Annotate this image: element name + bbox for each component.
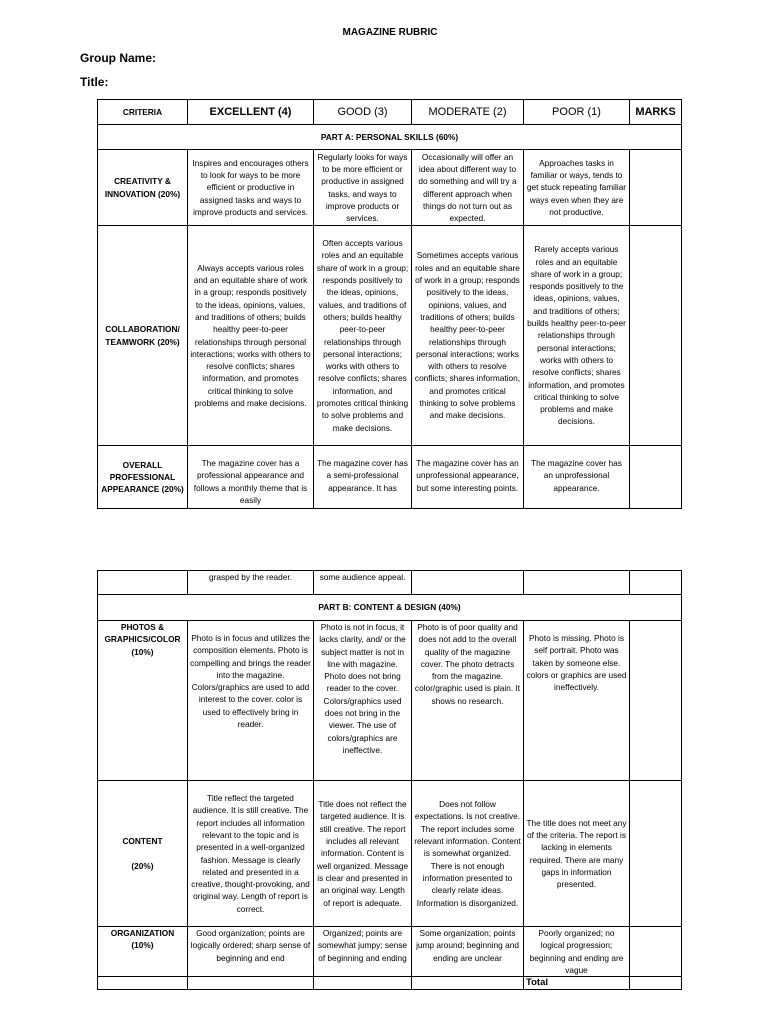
title-label: Title: — [80, 75, 109, 89]
total-label: Total — [524, 977, 630, 990]
creativity-moderate: Occasionally will offer an idea about different way to do something and will try a different approach when things do not turn out as expected. — [412, 150, 524, 226]
table-row — [98, 226, 682, 446]
marks-cell[interactable] — [630, 927, 682, 977]
creativity-excellent: Inspires and encourages others to look for ways to be more efficient or productive in assigned tasks and ways to improve products and services. — [188, 150, 314, 226]
collaboration-moderate: Sometimes accepts various roles and an equitable share of work in a group; responds positively to the ideas, opinions, values, and traditions of others; builds healthy peer-to-peer relationships through personal interactions; works with others to resolve conflicts; shares information, and promotes critical thinking to solve problems and make decisions. — [412, 226, 524, 446]
marks-cell[interactable] — [630, 781, 682, 927]
table-row — [98, 621, 682, 781]
part-a-row — [98, 125, 682, 150]
appearance-poor: The magazine cover has an unprofessional appearance. — [524, 446, 630, 509]
criteria-content — [98, 781, 188, 927]
appearance-excellent-cont: grasped by the reader. — [188, 571, 314, 595]
part-b-heading: PART B: CONTENT & DESIGN (40%) — [98, 595, 682, 621]
header-poor: POOR (1) — [524, 100, 630, 125]
marks-cell[interactable] — [630, 226, 682, 446]
table-row — [98, 446, 682, 509]
collaboration-poor: Rarely accepts various roles and an equitable share of work in a group; responds positively to the ideas, opinions, values, and traditions of others; builds healthy peer-to-peer relationships through personal interactions; works with others to resolve conflicts; shares information, and promotes critical thinking to solve problems and make decisions. — [524, 226, 630, 446]
appearance-good-cont: some audience appeal. — [314, 571, 412, 595]
criteria-organization: ORGANIZATION (10%) — [98, 927, 188, 977]
table-row — [98, 927, 682, 977]
organization-moderate: Some organization; points jump around; beginning and ending are unclear — [412, 927, 524, 977]
marks-cell[interactable] — [630, 621, 682, 781]
part-b-row — [98, 595, 682, 621]
header-marks-text: MARKS — [635, 105, 676, 118]
content-good: Title does not reflect the targeted audience. It is still creative. The report includes all relevant information. Content is well organized. Message is clear and presented in an original way. Length of report is adequate. — [314, 781, 412, 927]
organization-good: Organized; points are somewhat jumpy; sense of beginning and ending — [314, 927, 412, 977]
content-moderate: Does not follow expectations. Is not creative. The report includes some relevant information. Content is somewhat organized. There is not enough information presented to clearly relate ideas. Information is disorganized. — [412, 781, 524, 927]
table-row — [98, 571, 682, 595]
header-excellent — [188, 100, 314, 125]
criteria-collaboration: COLLABORATION/ TEAMWORK (20%) — [98, 226, 188, 446]
photos-poor: Photo is missing. Photo is self portrait. Photo was taken by someone else. colors or graphics are used ineffectively. — [524, 621, 630, 781]
photos-good: Photo is not in focus, it lacks clarity, and/ or the subject matter is not in line with magazine. Photo does not bring reader to the cover. Colors/graphics used does not bring in the viewer. The use of colors/graphics are ineffective. — [314, 621, 412, 781]
header-criteria: CRITERIA — [98, 100, 188, 125]
organization-poor: Poorly organized; no logical progression; beginning and ending are vague — [524, 927, 630, 977]
criteria-creativity: CREATIVITY & INNOVATION (20%) — [98, 150, 188, 226]
header-marks — [630, 100, 682, 125]
table-row — [98, 150, 682, 226]
rubric-table-page1 — [97, 99, 682, 509]
header-good: GOOD (3) — [314, 100, 412, 125]
appearance-poor-cont — [524, 571, 630, 595]
marks-cell[interactable] — [630, 150, 682, 226]
total-blank — [188, 977, 314, 990]
part-a-heading: PART A: PERSONAL SKILLS (60%) — [98, 125, 682, 150]
appearance-excellent: The magazine cover has a professional appearance and follows a monthly theme that is easily — [188, 446, 314, 509]
collaboration-good: Often accepts various roles and an equitable share of work in a group; responds positively to the ideas, opinions, values, and traditions of others; builds healthy peer-to-peer relationships through personal interactions; works with others to resolve conflicts; shares information, and promotes critical thinking to solve problems and make decisions. — [314, 226, 412, 446]
rubric-table-page2 — [97, 570, 682, 990]
total-marks-cell[interactable] — [630, 977, 682, 990]
organization-excellent: Good organization; points are logically ordered; sharp sense of beginning and end — [188, 927, 314, 977]
creativity-good: Regularly looks for ways to be more efficient or productive in assigned tasks, and ways to improve products or services. — [314, 150, 412, 226]
appearance-moderate-cont — [412, 571, 524, 595]
creativity-poor: Approaches tasks in familiar or ways, tends to get stuck repeating familiar ways even when they are not productive. — [524, 150, 630, 226]
content-poor: The title does not meet any of the criteria. The report is lacking in elements required. There are many gaps in information presented. — [524, 781, 630, 927]
header-excellent-text: EXCELLENT (4) — [209, 105, 292, 118]
table-row — [98, 781, 682, 927]
marks-cell[interactable] — [630, 446, 682, 509]
criteria-content-name: CONTENT — [122, 836, 163, 847]
criteria-content-weight: (20%) — [131, 860, 154, 871]
appearance-good: The magazine cover has a semi-professional appearance. It has — [314, 446, 412, 509]
photos-moderate: Photo is of poor quality and does not add to the overall quality of the magazine cover. The photo detracts from the magazine. color/graphic used is plain. It shows no research. — [412, 621, 524, 781]
appearance-moderate: The magazine cover has an unprofessional appearance, but some interesting points. — [412, 446, 524, 509]
criteria-appearance: OVERALL PROFESSIONAL APPEARANCE (20%) — [98, 446, 188, 509]
header-row — [98, 100, 682, 125]
content-excellent: Title reflect the targeted audience. It is still creative. The report includes all information relevant to the topic and is presented in a well-organized fashion. Message is clearly related and presented in a creative, thought-provoking, and original way. Length of report is correct. — [188, 781, 314, 927]
document-title: MAGAZINE RUBRIC — [342, 27, 438, 38]
header-moderate: MODERATE (2) — [412, 100, 524, 125]
collaboration-excellent: Always accepts various roles and an equitable share of work in a group; responds positively to the ideas, opinions, values, and traditions of others; builds healthy peer-to-peer relationships through personal interactions; works with others to resolve conflicts; shares information, and promotes critical thinking to solve problems and make decisions. — [188, 226, 314, 446]
total-row — [98, 977, 682, 990]
marks-cell[interactable] — [630, 571, 682, 595]
criteria-photos: PHOTOS & GRAPHICS/COLOR (10%) — [98, 621, 188, 781]
continuation-criteria — [98, 571, 188, 595]
total-blank — [314, 977, 412, 990]
photos-excellent: Photo is in focus and utilizes the composition elements. Photo is compelling and brings the reader into the magazine. Colors/graphics are used to add interest to the cover. color is used to effectively bring in reader. — [188, 621, 314, 781]
total-blank — [98, 977, 188, 990]
group-name-label: Group Name: — [80, 51, 157, 65]
total-blank — [412, 977, 524, 990]
